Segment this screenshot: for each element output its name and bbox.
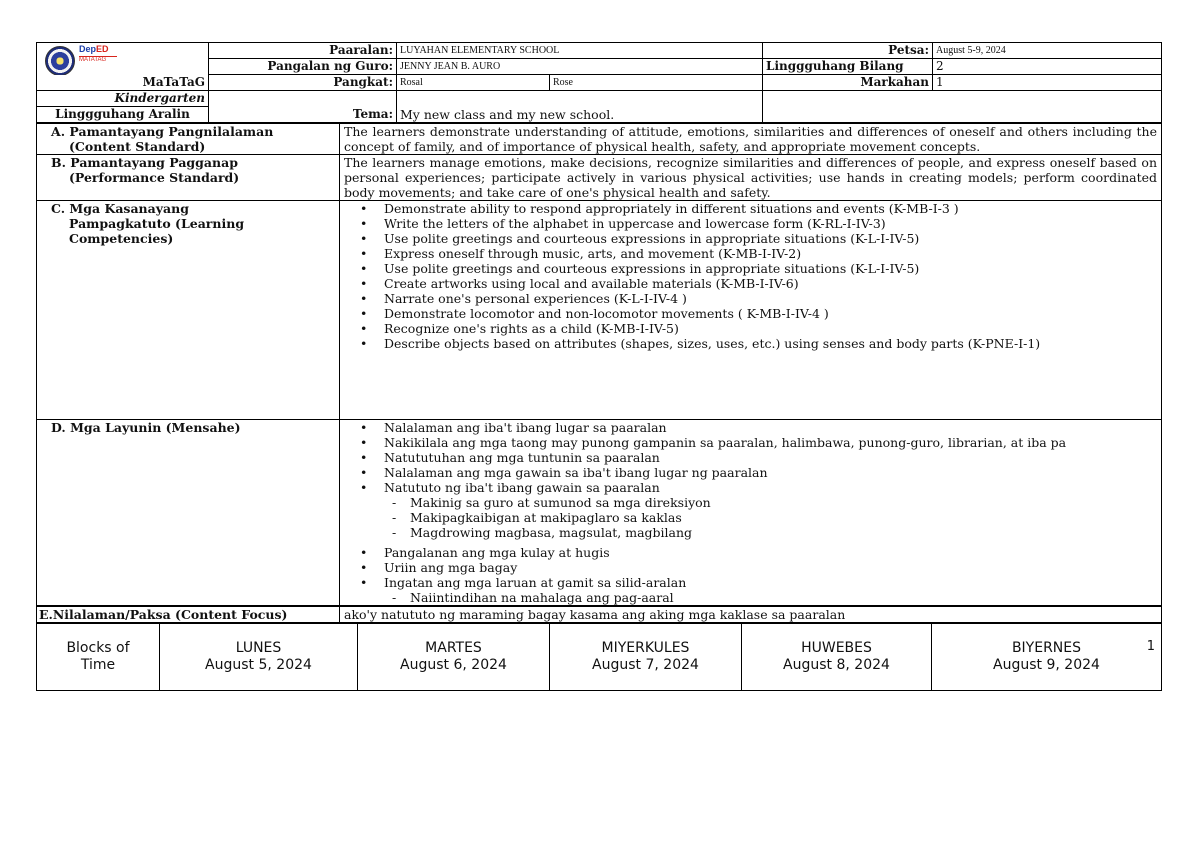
sub-list-item: - Makinig sa guro at sumunod sa mga direksiyon — [410, 495, 1157, 510]
list-item: • Recognize one's rights as a child (K-MB-I-IV-5) — [384, 321, 1157, 336]
page-number: 1 — [1146, 639, 1155, 654]
list-item: • Nalalaman ang mga gawain sa iba't ibang lugar ng paaralan — [384, 465, 1157, 480]
objectives-list-2 — [344, 545, 1157, 590]
grade-label: Kindergarten — [37, 91, 209, 107]
day-name: HUWEBES — [801, 640, 872, 656]
pangkat-value-2: Rose — [550, 75, 763, 91]
section-d-row — [37, 420, 1162, 607]
header-empty-cell — [763, 91, 1162, 123]
list-item: • Nakikilala ang mga taong may punong gampanin sa paaralan, halimbawa, punong-guro, librarian, at iba pa — [384, 435, 1157, 450]
section-c-title-3: Competencies) — [69, 231, 174, 246]
logo-cell — [37, 43, 209, 75]
markahan-label: Markahan — [763, 75, 933, 91]
day-date: August 9, 2024 — [993, 657, 1100, 673]
day-miyerkules — [550, 624, 742, 691]
list-item: • Write the letters of the alphabet in uppercase and lowercase form (K-RL-I-IV-3) — [384, 216, 1157, 231]
section-b-title: B. Pamantayang Pagganap — [51, 155, 238, 170]
lesson-plan-page — [36, 42, 1161, 691]
section-e-row — [37, 606, 1162, 623]
objectives-sublist-2 — [344, 590, 1157, 605]
paaralan-value: LUYAHAN ELEMENTARY SCHOOL — [397, 43, 763, 59]
section-e-label: E.Nilalaman/Paksa (Content Focus) — [37, 606, 340, 623]
day-date: August 5, 2024 — [205, 657, 312, 673]
list-item: • Narrate one's personal experiences (K-L-I-IV-4 ) — [384, 291, 1157, 306]
pangkat-label: Pangkat: — [209, 75, 397, 91]
list-item: • Create artworks using local and available materials (K-MB-I-IV-6) — [384, 276, 1157, 291]
list-item: • Uriin ang mga bagay — [384, 560, 1157, 575]
school-name — [37, 75, 209, 91]
day-huwebes — [742, 624, 932, 691]
section-c-label — [37, 201, 340, 420]
header-table — [36, 42, 1162, 123]
list-item: • Use polite greetings and courteous expressions in appropriate situations (K-L-I-IV-5) — [384, 261, 1157, 276]
day-martes — [358, 624, 550, 691]
day-date: August 8, 2024 — [783, 657, 890, 673]
list-item: • Describe objects based on attributes (shapes, sizes, uses, etc.) using senses and body parts (K-PNE-I-1) — [384, 336, 1157, 351]
day-date: August 6, 2024 — [400, 657, 507, 673]
day-biyernes — [932, 624, 1162, 691]
list-item: • Pangalanan ang mga kulay at hugis — [384, 545, 1157, 560]
section-a-row — [37, 124, 1162, 155]
list-item: • Ingatan ang mga laruan at gamit sa silid-aralan — [384, 575, 1157, 590]
blocks-label-2: Time — [80, 657, 116, 673]
blocks-of-time-table — [36, 623, 1162, 691]
section-d-title: D. Mga Layunin (Mensahe) — [51, 420, 241, 435]
list-item: • Demonstrate ability to respond appropriately in different situations and events (K-MB-I-3 ) — [384, 201, 1157, 216]
linggo-label: Linggguhang Bilang — [763, 59, 933, 75]
guro-label: Pangalan ng Guro: — [209, 59, 397, 75]
objectives-list — [344, 420, 1157, 495]
matatag-wordmark: MATATAG — [79, 56, 117, 64]
section-b-subtitle: (Performance Standard) — [69, 170, 240, 185]
section-d-label — [37, 420, 340, 607]
section-a-subtitle: (Content Standard) — [69, 139, 206, 154]
petsa-value: August 5-9, 2024 — [933, 43, 1162, 59]
section-c-title-2: Pampagkatuto (Learning — [69, 216, 245, 231]
list-item: • Natututuhan ang mga tuntunin sa paaralan — [384, 450, 1157, 465]
day-name: MARTES — [425, 640, 482, 656]
day-name: LUNES — [235, 640, 282, 656]
section-c-content — [340, 201, 1162, 420]
list-item: • Demonstrate locomotor and non-locomotor movements ( K-MB-I-IV-4 ) — [384, 306, 1157, 321]
pangkat-value-1: Rosal — [397, 75, 550, 91]
section-a-title: A. Pamantayang Pangnilalaman — [51, 124, 274, 139]
section-c-title-1: C. Mga Kasanayang — [51, 201, 189, 216]
section-e-text: ako'y natututo ng maraming bagay kasama ang aking mga kaklase sa paaralan — [340, 606, 1162, 623]
sub-list-item: - Naiintindihan na mahalaga ang pag-aaral — [410, 590, 1157, 605]
list-item: • Use polite greetings and courteous expressions in appropriate situations (K-L-I-IV-5) — [384, 231, 1157, 246]
school-name-text: MaTaTaG — [142, 74, 205, 89]
tema-label: Tema: — [209, 91, 397, 123]
guro-value: JENNY JEAN B. AURO — [397, 59, 763, 75]
list-item: • Nalalaman ang iba't ibang lugar sa paaralan — [384, 420, 1157, 435]
section-b-row — [37, 155, 1162, 201]
sub-list-item: - Magdrowing magbasa, magsulat, magbilang — [410, 525, 1157, 540]
day-name: BIYERNES — [1011, 640, 1082, 656]
list-item: • Natututo ng iba't ibang gawain sa paaralan — [384, 480, 1157, 495]
deped-wordmark: DepED — [79, 44, 109, 54]
section-d-content — [340, 420, 1162, 607]
objectives-sublist-1 — [344, 495, 1157, 540]
section-b-label — [37, 155, 340, 201]
markahan-value: 1 — [933, 75, 1162, 91]
list-item: • Express oneself through music, arts, and movement (K-MB-I-IV-2) — [384, 246, 1157, 261]
section-b-text: The learners manage emotions, make decisions, recognize similarities and differences of people, and express oneself based on personal experiences; participate actively in various physical activities; use hands in creating models; perform coordinated body movements; and take care of one's physical health and safety. — [340, 155, 1162, 201]
petsa-label: Petsa: — [763, 43, 933, 59]
blocks-label-1: Blocks of — [66, 640, 130, 656]
doc-type-label: Linggguhang Aralin — [37, 107, 209, 123]
paaralan-label: Paaralan: — [209, 43, 397, 59]
sub-list-item: - Makipagkaibigan at makipaglaro sa kaklas — [410, 510, 1157, 525]
tema-value: My new class and my new school. — [397, 91, 763, 123]
body-table — [36, 123, 1162, 623]
blocks-of-time-label — [37, 624, 160, 691]
section-a-text: The learners demonstrate understanding of attitude, emotions, similarities and differences of oneself and others including the concept of family, and of importance of physical health, safety, and appropriate movement concepts. — [340, 124, 1162, 155]
day-date: August 7, 2024 — [592, 657, 699, 673]
competencies-list — [344, 201, 1157, 351]
day-name: MIYERKULES — [601, 640, 690, 656]
deped-seal-logo — [45, 46, 75, 75]
linggo-value: 2 — [933, 59, 1162, 75]
section-a-label — [37, 124, 340, 155]
section-c-row — [37, 201, 1162, 420]
day-lunes — [160, 624, 358, 691]
deped-logo — [79, 45, 117, 65]
